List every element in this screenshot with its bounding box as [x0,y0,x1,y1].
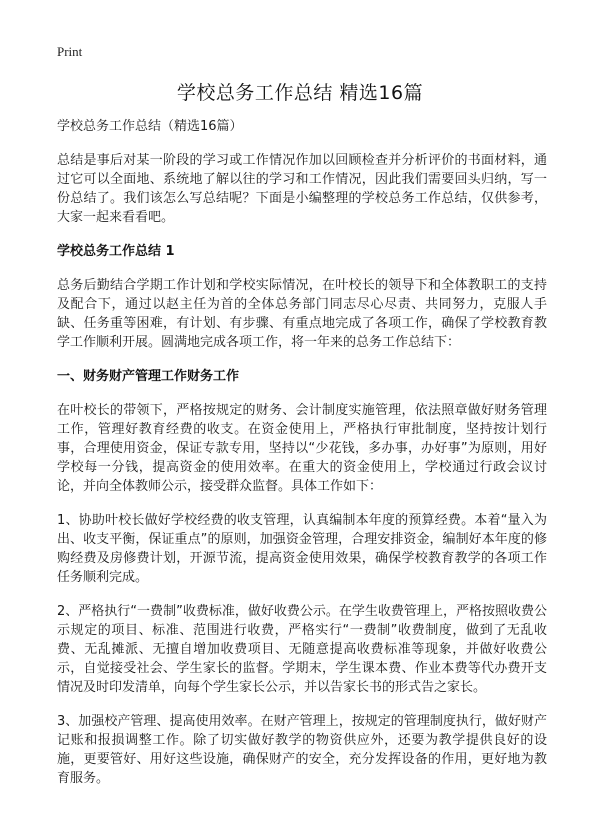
part-1-body-paragraph: 在叶校长的带领下，严格按规定的财务、会计制度实施管理，依法照章做好财务管理工作，管理好教育经费的收支。在资金使用上，严格执行审批制度，坚持按计划行事，合理使用资金，保证专款专用，坚持以“少花钱，多办事，办好事”为原则，用好学校每一分钱，提高资金的使用效率。在重大的资金使用上，学校通过行政会议讨论，并向全体教师公示，接受群众监督。具体工作如下： [57,403,547,494]
intro-paragraph: 总结是事后对某一阶段的学习或工作情况作加以回顾检查并分析评价的书面材料，通过它可以全面地、系统地了解以往的学习和工作情况，因此我们需要回头归纳，写一份总结了。我们该怎么写总结呢？下面是小编整理的学校总务工作总结，仅供参考，大家一起来看看吧。 [57,153,547,225]
item-1-paragraph: 1、协助叶校长做好学校经费的收支管理，认真编制本年度的预算经费。本着“量入为出、收支平衡，保证重点”的原则，加强资金管理，合理安排资金，编制好本年度的修购经费及房修费计划，开源节流，提高资金使用效果，确保学校教育教学的各项工作任务顺利完成。 [57,513,547,585]
part-1-heading: 一、财务财产管理工作财务工作 [57,369,240,384]
print-link[interactable]: Print [57,44,83,59]
page-title: 学校总务工作总结 精选16篇 [176,82,424,104]
item-2-paragraph: 2、严格执行“一费制”收费标准，做好收费公示。在学生收费管理上，严格按照收费公示规定的项目、标准、范围进行收费，严格实行“一费制”收费制度，做到了无乱收费、无乱摊派、无擅自增加收费项目、无随意提高收费标准等现象，并做好收费公示，自觉接受社会、学生家长的监督。学期末，学生课本费、作业本费等代办费开支情况及时印发清单，向每个学生家长公示，并以告家长书的形式告之家长。 [57,604,547,695]
article-body [57,117,547,803]
section-1-heading: 学校总务工作总结 1 [57,244,175,259]
article-subtitle: 学校总务工作总结（精选16篇） [57,119,243,134]
item-3-paragraph: 3、加强校产管理、提高使用效率。在财产管理上，按规定的管理制度执行，做好财产记账和报损调整工作。除了切实做好教学的物资供应外，还要为教学提供良好的设施，更要管好、用好这些设施，确保财产的安全，充分发挥设备的作用，更好地为教育服务。 [57,714,547,786]
section-1-intro-paragraph: 总务后勤结合学期工作计划和学校实际情况，在叶校长的领导下和全体教职工的支持及配合下，通过以赵主任为首的全体总务部门同志尽心尽责、共同努力，克服人手缺、任务重等困难，有计划、有步骤、有重点地完成了各项工作，确保了学校教育教学工作顺利开展。圆满地完成各项工作，将一年来的总务工作总结下： [57,278,547,350]
